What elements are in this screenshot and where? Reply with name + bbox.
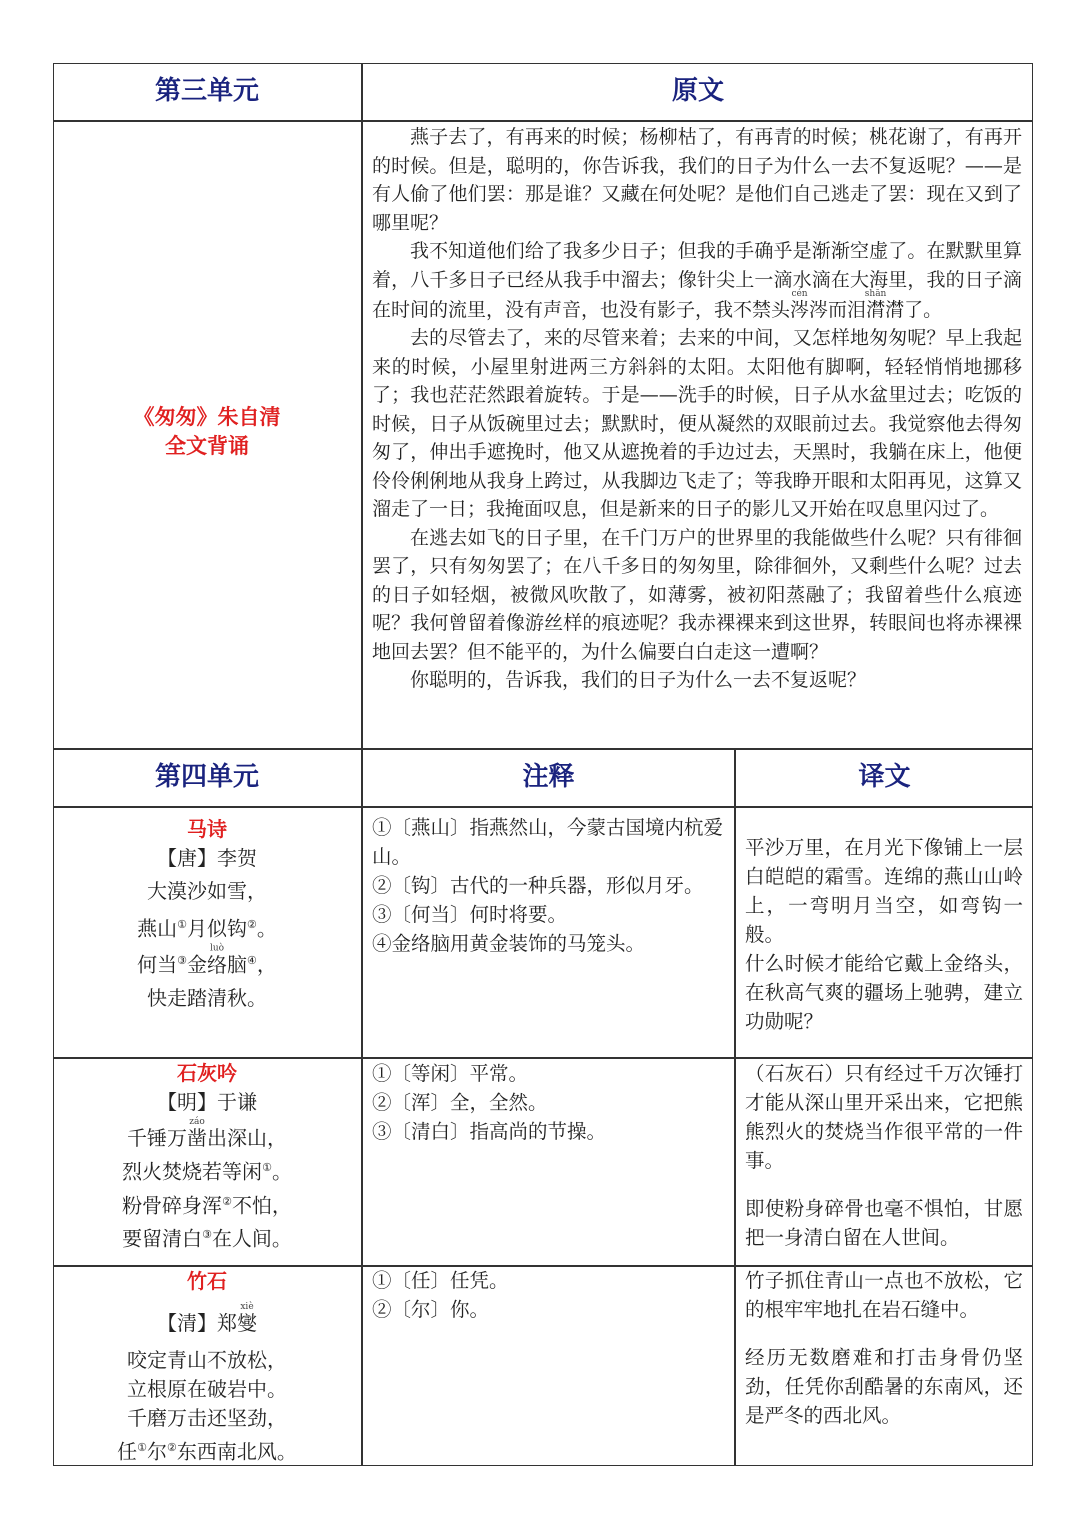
translation-paragraph: 什么时候才能给它戴上金络头，在秋高气爽的疆场上驰骋，建立功勋呢？	[745, 952, 1023, 1033]
poem-text: 粉骨碎身浑	[122, 1193, 223, 1218]
note-item: ③〔清白〕指高尚的节操。	[372, 1120, 607, 1143]
ruby-char: 络	[207, 952, 227, 977]
essay-text-span: 我不知道他们给了我多少日子；但我的手确乎是渐渐空虚了。在默默里算着，八千多日子已经从我手中溜去；像针尖上一滴水滴在大海里，我的日子滴在时间的流里，没有声音，也没有影子，我不禁头	[372, 240, 1022, 321]
poem-author: 【唐】李贺	[157, 846, 257, 870]
ruby-zao	[187, 1117, 207, 1150]
essay-title-block	[53, 403, 361, 461]
translation-paragraph: 经历无数磨难和打击身骨仍坚劲，任凭你刮酷暑的东南风，还是严冬的西北风。	[745, 1346, 1023, 1427]
essay-text-span: 了。	[904, 298, 943, 321]
poem-author: 【明】于谦	[157, 1090, 257, 1114]
poem-text: 月似钩	[187, 916, 247, 941]
essay-text-span: 潸	[885, 298, 905, 321]
poem-text: 出深山，	[207, 1126, 287, 1150]
essay-paragraph: 燕子去了，有再来的时候；杨柳枯了，有再青的时候；桃花谢了，有再开的时候。但是，聪明的，你告诉我，我们的日子为什么一去不复返呢？——是有人偷了他们罢：那是谁？又藏在何处呢？是他们自己逃走了罢：现在又到了哪里呢？	[372, 126, 1022, 234]
poem-text: 何当	[137, 952, 178, 977]
poem-title: 石灰吟	[177, 1061, 237, 1085]
notes-bamboo	[372, 1266, 728, 1324]
note-mark: ②	[167, 1441, 177, 1454]
poem-line: 快走踏清秋。	[147, 985, 267, 1010]
essay-text	[372, 123, 1022, 695]
poem-line	[53, 1433, 361, 1467]
ruby-shan	[864, 288, 887, 321]
row-divider	[53, 120, 1033, 122]
note-item: ②〔尔〕你。	[372, 1298, 490, 1321]
note-mark: ①	[177, 918, 187, 931]
note-mark: ①	[262, 1161, 272, 1174]
poem-text: 。	[271, 1159, 292, 1184]
unit3-header: 第三单元	[154, 76, 259, 106]
note-item: ①〔任〕任凭。	[372, 1269, 509, 1292]
note-item: ②〔浑〕全，全然。	[372, 1091, 548, 1114]
poem-line: 咬定青山不放松，	[127, 1348, 287, 1372]
poem-text: 东西南北风。	[176, 1439, 297, 1464]
note-mark: ③	[202, 1228, 212, 1242]
poem-text: 燕山	[137, 916, 178, 941]
unit4-header: 第四单元	[154, 762, 259, 792]
poem-line	[53, 1187, 361, 1221]
essay-text-span: 而泪	[828, 298, 867, 321]
poem-text: 任	[117, 1439, 138, 1464]
poem-title: 马诗	[187, 817, 227, 841]
poem-lime	[53, 1059, 361, 1254]
pinyin: cén	[790, 288, 810, 299]
notes-horse	[372, 813, 728, 958]
note-item: ①〔燕山〕指燕然山，今蒙古国境内杭爱山。	[372, 816, 724, 868]
essay-paragraph: 去的尽管去了，来的尽管来着；去来的中间，又怎样地匆匆呢？早上我起来的时候，小屋里射进两三方斜斜的太阳。太阳他有脚啊，轻轻悄悄地挪移了；我也茫茫然跟着旋转。于是——洗手的时候，日子从水盆里过去；吃饭的时候，日子从饭碗里过去；默默时，便从凝然的双眼前过去。我觉察他去得匆匆了，伸出手遮挽时，他又从遮挽着的手边过去，天黑时，我躺在床上，他便伶伶俐俐地从我身上跨过，从我脚边飞走了；等我睁开眼和太阳再见，这算又溜走了一日；我掩面叹息，但是新来的日子的影儿又开始在叹息里闪过了。	[372, 327, 1022, 520]
note-mark: ②	[222, 1194, 232, 1208]
essay-recite-note: 全文背诵	[165, 434, 249, 458]
translation-bamboo	[745, 1266, 1023, 1430]
translation-lime	[745, 1059, 1023, 1252]
note-item: ②〔钩〕古代的一种兵器，形似月牙。	[372, 874, 704, 897]
poem-text: 不怕，	[231, 1193, 292, 1218]
note-item: ①〔等闲〕平常。	[372, 1062, 529, 1085]
poem-text: ，	[256, 952, 277, 977]
poem-text: 尔	[147, 1439, 167, 1464]
notes-header: 注释	[522, 762, 575, 792]
poem-line	[53, 944, 361, 980]
translation-paragraph: 即使粉身碎骨也毫不惧怕，甘愿把一身清白留在人世间。	[745, 1197, 1023, 1249]
notes-lime	[372, 1059, 728, 1146]
poem-text: 烈火焚烧若等闲	[122, 1159, 263, 1184]
poem-line: 大漠沙如雪，	[147, 879, 267, 903]
ruby-char: 凿	[187, 1126, 207, 1150]
poem-text: 在人间。	[211, 1226, 292, 1251]
row-divider	[53, 806, 1033, 808]
translation-paragraph: 平沙万里，在月光下像铺上一层白皑皑的霜雪。连绵的燕山山岭上，一弯明月当空，如弯钩一般。	[745, 836, 1023, 946]
essay-paragraph: 你聪明的，告诉我，我们的日子为什么一去不复返呢？	[410, 669, 867, 691]
pinyin: záo	[187, 1117, 207, 1127]
pinyin: shān	[864, 288, 887, 299]
poem-line: 立根原在破岩中。	[127, 1377, 287, 1401]
column-divider	[734, 748, 736, 1466]
essay-text-span: 涔	[809, 298, 829, 321]
poem-line	[53, 1220, 361, 1254]
poem-line	[53, 910, 361, 944]
poem-bamboo	[53, 1267, 361, 1467]
essay-paragraph	[372, 237, 1022, 324]
poem-text: 。	[256, 916, 277, 941]
note-mark: ④	[247, 954, 257, 967]
translation-header: 译文	[858, 762, 911, 792]
essay-paragraph: 在逃去如飞的日子里，在千门万户的世界里的我能做些什么呢？只有徘徊罢了，只有匆匆罢了；在八千多日的匆匆里，除徘徊外，又剩些什么呢？过去的日子如轻烟，被微风吹散了，如薄雾，被初阳蒸融了；我留着些什么痕迹呢？我何曾留着像游丝样的痕迹呢？我赤裸裸来到这世界，转眼间也将赤裸裸地回去罢？但不能平的，为什么偏要白白走这一遭啊？	[372, 526, 1022, 663]
translation-horse	[745, 833, 1023, 1036]
translation-paragraph: （石灰石）只有经过千万次锤打才能从深山里开采出来，它把熊熊烈火的焚烧当作很平常的一件事。	[745, 1062, 1023, 1172]
poem-line	[53, 1117, 361, 1153]
poem-text: 金	[187, 952, 207, 977]
poem-line	[53, 1153, 361, 1187]
poem-author	[53, 1302, 361, 1338]
translation-paragraph: 竹子抓住青山一点也不放松，它的根牢牢地扎在岩石缝中。	[745, 1269, 1023, 1321]
ruby-char: 涔	[790, 298, 810, 321]
note-mark: ③	[177, 954, 187, 967]
note-item: ③〔何当〕何时将要。	[372, 903, 568, 926]
note-mark: ②	[247, 918, 257, 931]
pinyin: luò	[207, 943, 227, 954]
ruby-luo	[207, 943, 227, 977]
note-mark: ①	[137, 1441, 147, 1454]
note-item: ④金络脑用黄金装饰的马笼头。	[372, 932, 646, 955]
poem-text: 千锤万	[127, 1126, 187, 1150]
poem-line: 千磨万击还坚劲，	[127, 1406, 287, 1430]
poem-text: 【清】郑	[157, 1311, 237, 1335]
ruby-xie	[237, 1302, 257, 1335]
ruby-char: 燮	[237, 1311, 257, 1335]
poem-text: 要留清白	[122, 1226, 203, 1251]
poem-title: 竹石	[187, 1269, 227, 1293]
poem-horse	[53, 815, 361, 1013]
original-text-header: 原文	[671, 76, 724, 106]
poem-text: 脑	[227, 952, 247, 977]
ruby-char: 潸	[864, 298, 887, 321]
pinyin: xiè	[237, 1302, 257, 1312]
essay-title: 《匆匆》朱自清	[133, 405, 281, 429]
ruby-cen	[790, 288, 810, 321]
